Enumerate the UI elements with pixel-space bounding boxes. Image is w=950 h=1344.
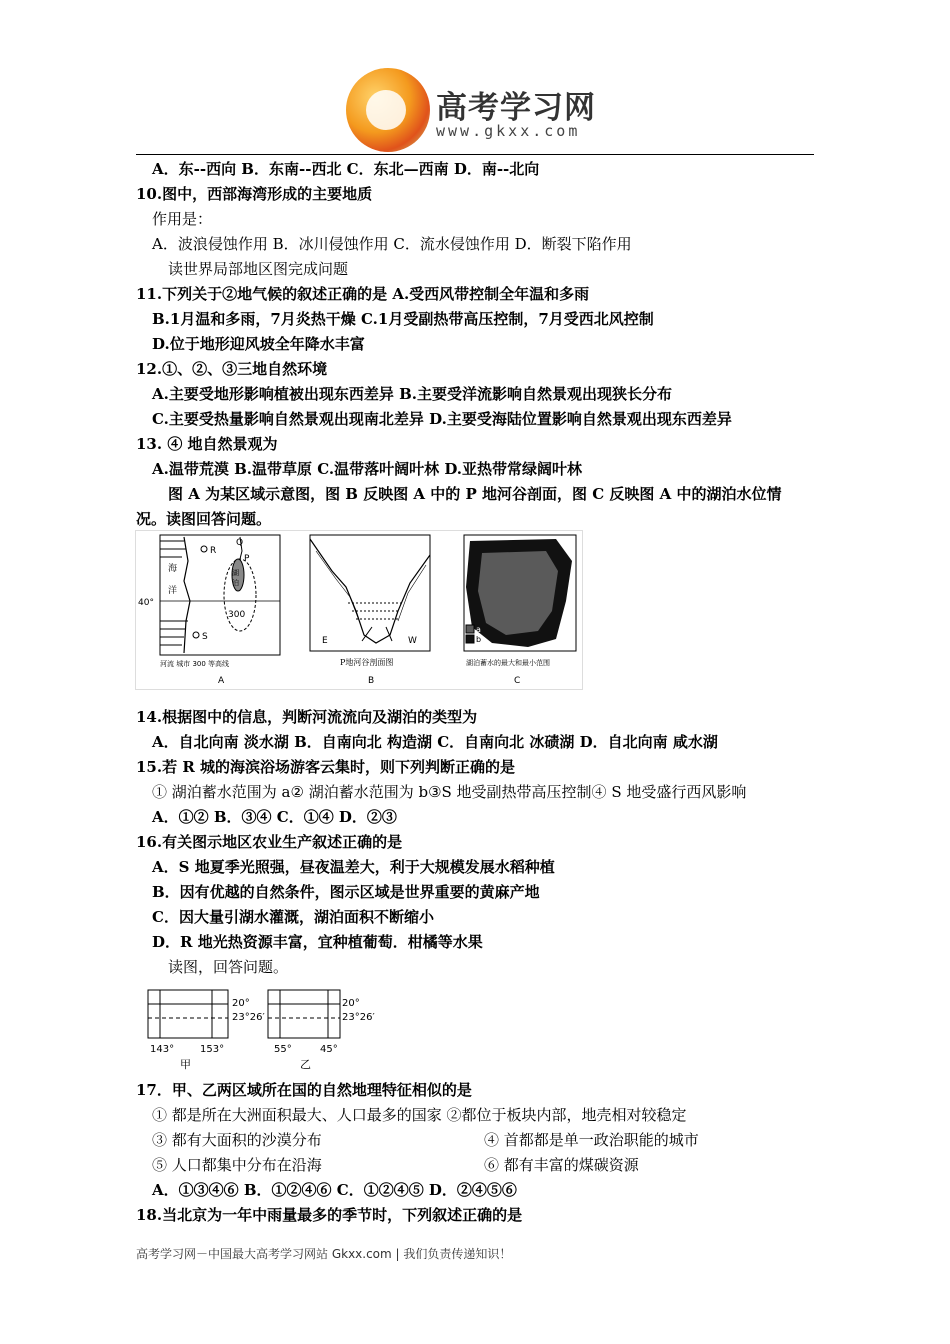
fig-yi-lon1: 55° — [274, 1044, 292, 1055]
q17-statement-6: ⑥ 都有丰富的煤碳资源 — [484, 1156, 639, 1174]
fig-yi-lon2: 45° — [320, 1044, 338, 1055]
q17-statement-3: ③ 都有大面积的沙漠分布 — [152, 1131, 322, 1149]
header-rule — [136, 154, 814, 155]
q10-stem-cont: 作用是： — [152, 210, 213, 228]
fig-jia-lon1: 143° — [150, 1044, 175, 1055]
q16-stem: 16.有关图示地区农业生产叙述正确的是 — [136, 833, 403, 851]
q18-stem: 18.当北京为一年中雨量最多的季节时，下列叙述正确的是 — [136, 1206, 523, 1224]
fig-a-latitude: 40° — [138, 598, 154, 608]
q12-options-cd: C.主要受热量影响自然景观出现南北差异 D.主要受海陆位置影响自然景观出现东西差异 — [152, 410, 732, 428]
q12-stem: 12.①、②、③三地自然环境 — [136, 360, 328, 378]
fig-a-label-r: R — [210, 546, 217, 556]
fig-a-label-q: Q — [236, 538, 244, 548]
q17-options: A．①③④⑥ B．①②④⑥ C．①②④⑤ D．②④⑤⑥ — [152, 1181, 517, 1199]
q14-stem: 14.根据图中的信息，判断河流流向及湖泊的类型为 — [136, 708, 478, 726]
fig-yi-caption: 乙 — [300, 1058, 311, 1070]
q13-options: A.温带荒漠 B.温带草原 C.温带落叶阔叶林 D.亚热带常绿阔叶林 — [152, 460, 583, 478]
logo-swirl-icon — [366, 90, 406, 130]
figure-intro-cont: 况。读图回答问题。 — [136, 510, 272, 528]
fig-a-caption: A — [218, 676, 225, 686]
q15-statements: ① 湖泊蓄水范围为 a② 湖泊蓄水范围为 b③S 地受副热带高压控制④ S 地受盛行西风影响 — [152, 783, 747, 801]
figure-abc — [135, 530, 583, 690]
fig-b-caption: B — [368, 676, 375, 686]
q17-statement-5: ⑤ 人口都集中分布在沿海 — [152, 1156, 322, 1174]
figure-abc-svg — [136, 531, 582, 689]
q14-options: A．自北向南 淡水湖 B．自南向北 构造湖 C．自南向北 冰碛湖 D．自北向南 咸水湖 — [152, 733, 718, 751]
fig-c-label-b: b — [476, 635, 482, 644]
fig-a-lake-2: 泊 — [232, 579, 239, 587]
figure-intro: 图 A 为某区域示意图，图 B 反映图 A 中的 P 地河谷剖面，图 C 反映图 A 中的湖泊水位情 — [168, 485, 782, 503]
fig2-intro: 读图，回答问题。 — [168, 958, 289, 976]
page-footer: 高考学习网－中国最大高考学习网站 Gkxx.com | 我们负责传递知识！ — [136, 1247, 512, 1261]
q17-stem: 17．甲、乙两区域所在国的自然地理特征相似的是 — [136, 1081, 472, 1099]
fig-jia-lon2: 153° — [200, 1044, 225, 1055]
fig-c-subtitle: 湖泊蓄水的最大和最小范围 — [466, 659, 550, 667]
q16-option-d: D．R 地光热资源丰富，宜种植葡萄．柑橘等水果 — [152, 933, 483, 951]
fig-a-legend: 河流 城市 300 等高线 — [160, 660, 230, 668]
q12-options-ab: A.主要受地形影响植被出现东西差异 B.主要受洋流影响自然景观出现狭长分布 — [152, 385, 672, 403]
fig-c-caption: C — [514, 676, 521, 686]
fig-yi-lat2: 23°26′ — [342, 1012, 375, 1023]
page-header — [0, 0, 950, 160]
q10-options: A．波浪侵蚀作用 B．冰川侵蚀作用 C．流水侵蚀作用 D．断裂下陷作用 — [152, 235, 632, 253]
q11-stem: 11.下列关于②地气候的叙述正确的是 A.受西风带控制全年温和多雨 — [136, 285, 590, 303]
fig-a-lake-1: 湖 — [232, 569, 239, 577]
fig-yi-lat1: 20° — [342, 998, 360, 1009]
q11-options-bc: B.1月温和多雨，7月炎热干燥 C.1月受副热带高压控制，7月受西北风控制 — [152, 310, 654, 328]
fig-a-label-s: S — [202, 632, 208, 642]
fig-c-label-a: a — [476, 625, 481, 634]
fig-jia-caption: 甲 — [180, 1058, 191, 1070]
fig-a-contour-label: 300 — [228, 610, 246, 620]
fig-b-subtitle: P地河谷剖面图 — [340, 658, 394, 667]
fig-a-label-p: P — [244, 554, 250, 564]
fig-a-sea-1: 海 — [168, 564, 178, 574]
q15-options: A．①② B．③④ C．①④ D．②③ — [152, 808, 397, 826]
q17-statements-1: ① 都是所在大洲面积最大、人口最多的国家 ②都位于板块内部，地壳相对较稳定 — [152, 1106, 687, 1124]
fig-jia-lat2: 23°26′ — [232, 1012, 265, 1023]
fig-jia-lat1: 20° — [232, 998, 250, 1009]
figure-jia-yi — [140, 984, 376, 1070]
q13-stem: 13. ④ 地自然景观为 — [136, 435, 278, 453]
map-intro: 读世界局部地区图完成问题 — [168, 260, 349, 278]
q10-stem: 10.图中，西部海湾形成的主要地质 — [136, 185, 373, 203]
figure-jia-yi-svg — [140, 984, 376, 1070]
q16-option-b: B．因有优越的自然条件，图示区域是世界重要的黄麻产地 — [152, 883, 540, 901]
q16-option-a: A．S 地夏季光照强，昼夜温差大，利于大规模发展水稻种植 — [152, 858, 555, 876]
q16-option-c: C．因大量引湖水灌溉，湖泊面积不断缩小 — [152, 908, 434, 926]
q11-option-d: D.位于地形迎风坡全年降水丰富 — [152, 335, 365, 353]
fig-b-label-w: W — [408, 636, 417, 646]
q9-options: A．东--西向 B．东南--西北 C．东北—西南 D．南--北向 — [152, 160, 540, 178]
q15-stem: 15.若 R 城的海滨浴场游客云集时，则下列判断正确的是 — [136, 758, 516, 776]
logo-url: www.gkxx.com — [436, 122, 581, 140]
q17-statement-4: ④ 首都都是单一政治职能的城市 — [484, 1131, 699, 1149]
fig-a-sea-2: 洋 — [168, 586, 178, 596]
fig-b-label-e: E — [322, 636, 328, 646]
logo-title: 高考学习网 — [436, 90, 596, 126]
